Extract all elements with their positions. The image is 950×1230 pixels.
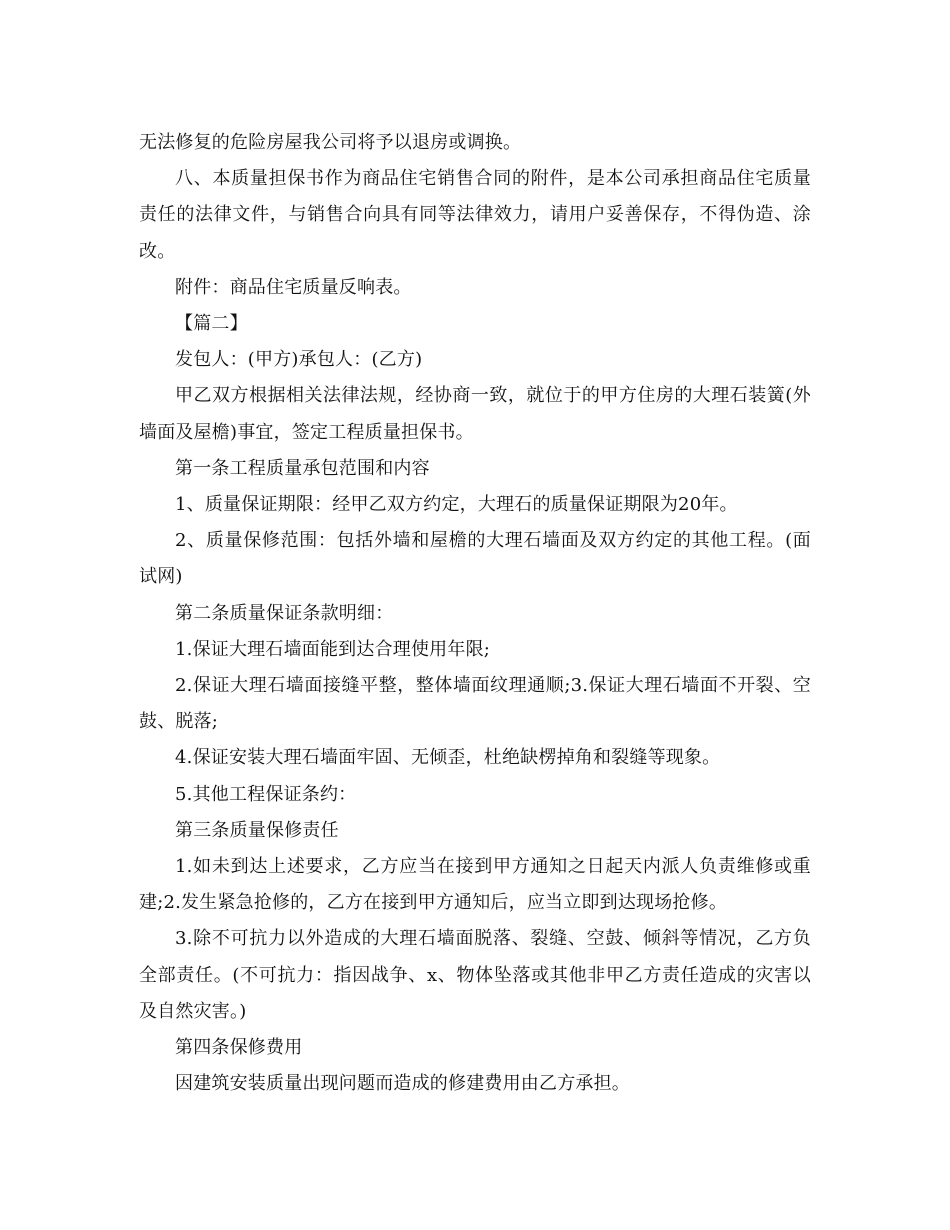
- article-heading-4: 第四条保修费用: [175, 1037, 303, 1059]
- list-item: 2、质量保修范围：包括外墙和屋檐的大理石墙面及双方约定的其他工程。(面试网): [139, 530, 811, 588]
- list-item: 1、质量保证期限：经甲乙双方约定，大理石的质量保证期限为20年。: [175, 494, 738, 516]
- paragraph-continuation: 无法修复的危险房屋我公司将予以退房或调换。: [139, 132, 522, 153]
- paragraph-fee: 因建筑安装质量出现问题而造成的修建费用由乙方承担。: [175, 1073, 630, 1095]
- document-body: [139, 125, 811, 1102]
- list-item: 4.保证安装大理石墙面牢固、无倾歪，杜绝缺楞掉角和裂缝等现象。: [175, 747, 721, 769]
- article-heading-1: 第一条工程质量承包范围和内容: [175, 457, 430, 479]
- list-item: 1.保证大理石墙面能到达合理使用年限;: [175, 638, 491, 660]
- paragraph-preamble: 甲乙双方根据相关法律法规，经协商一致，就位于的甲方住房的大理石装簧(外墙面及屋檐)事宜，签定工程质量担保书。: [139, 385, 811, 443]
- paragraph-parties: 发包人：(甲方)承包人：(乙方): [175, 349, 423, 371]
- list-item: 3.除不可抗力以外造成的大理石墙面脱落、裂缝、空鼓、倾斜等情况，乙方负全部责任。(不可抗力：指因战争、x、物体坠落或其他非甲乙方责任造成的灾害以及自然灾害。): [139, 928, 811, 1022]
- list-item: 2.保证大理石墙面接缝平整，整体墙面纹理通顺;3.保证大理石墙面不开裂、空鼓、脱落;: [139, 675, 811, 733]
- paragraph-attachment: 附件：商品住宅质量反响表。: [175, 276, 412, 298]
- list-item: 5.其他工程保证条约：: [175, 783, 357, 805]
- list-item: 1.如未到达上述要求，乙方应当在接到甲方通知之日起天内派人负责维修或重建;2.发生紧急抢修的，乙方在接到甲方通知后，应当立即到达现场抢修。: [139, 856, 811, 914]
- section-heading-part-two: 【篇二】: [175, 313, 248, 335]
- article-heading-3: 第三条质量保修责任: [175, 819, 339, 841]
- paragraph-clause-eight: 八、本质量担保书作为商品住宅销售合同的附件，是本公司承担商品住宅质量责任的法律文件，与销售合向具有同等法律效力，请用户妥善保存，不得伪造、涂改。: [139, 168, 811, 262]
- article-heading-2: 第二条质量保证条款明细：: [175, 602, 394, 624]
